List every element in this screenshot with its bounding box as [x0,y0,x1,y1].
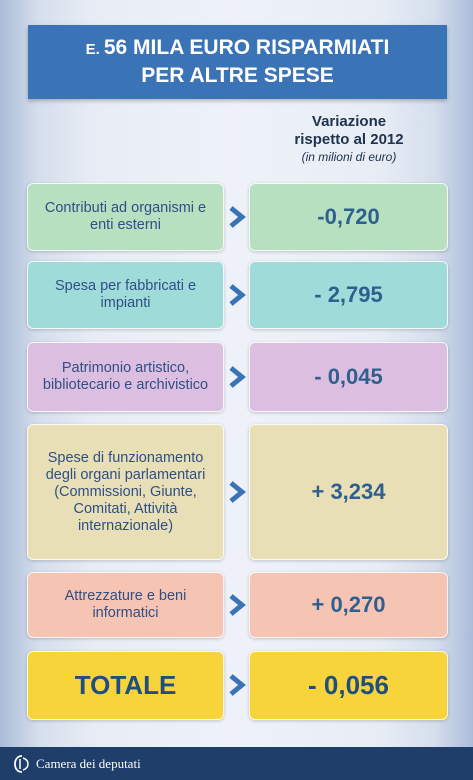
header-line-1: Variazione [311,113,387,130]
chevron-right-icon [228,206,246,228]
title-line-1 [28,35,447,63]
row-value-contributi: -0,720 [249,183,448,251]
total-value: - 0,056 [249,651,448,720]
row-label-funzionamento: Spese di funzionamento degli organi parlamentari (Commissioni, Giunte, Comitati, Attività internazionale) [27,424,224,560]
row-label-contributi: Contributi ad organismi e enti esterni [27,183,224,251]
footer-text: Camera dei deputati [36,755,141,771]
title-line-1-text: 56 MILA EURO RISPARMIATI [103,36,390,59]
row-value-funzionamento: + 3,234 [249,424,448,560]
chevron-right-icon [228,674,246,696]
header-unit: (in milioni di euro) [301,150,397,164]
row-value-attrezzature: + 0,270 [249,572,448,638]
header-line-2: rispetto al 2012 [294,131,404,148]
value-column-header [250,113,448,165]
chevron-right-icon [228,481,246,503]
row-value-patrimonio: - 0,045 [249,342,448,412]
chevron-right-icon [228,366,246,388]
row-value-fabbricati: - 2,795 [249,261,448,329]
chevron-right-icon [228,284,246,306]
title-line-2: PER ALTRE SPESE [141,64,334,87]
row-label-fabbricati: Spesa per fabbricati e impianti [27,261,224,329]
row-label-attrezzature: Attrezzature e beni informatici [27,572,224,638]
total-label: TOTALE [27,651,224,720]
row-label-patrimonio: Patrimonio artistico, bibliotecario e archivistico [27,342,224,412]
title-prefix: E. [85,41,100,58]
infographic-title [28,25,447,99]
chevron-right-icon [228,594,246,616]
footer-bar [0,747,473,780]
camera-logo-icon [14,755,30,773]
